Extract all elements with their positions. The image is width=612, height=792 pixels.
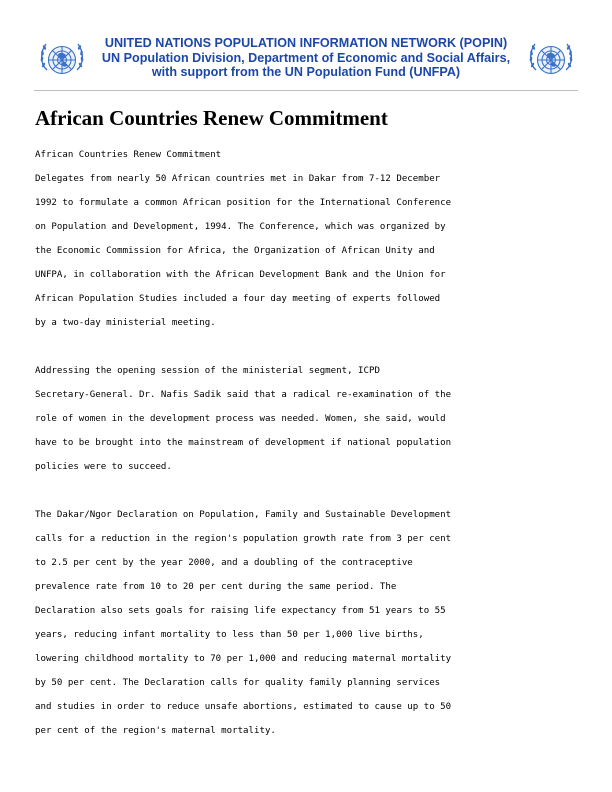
paragraph-line: by a two-day ministerial meeting. bbox=[35, 318, 216, 328]
paragraph-line: have to be brought into the mainstream of development if national population bbox=[35, 438, 452, 448]
un-emblem-icon bbox=[36, 38, 88, 84]
paragraph-line: on Population and Development, 1994. The Conference, which was organized by bbox=[35, 222, 446, 232]
paragraph-line: the Economic Commission for Africa, the Organization of African Unity and bbox=[35, 246, 435, 256]
un-emblem-icon bbox=[525, 38, 577, 84]
paragraph-line: Addressing the opening session of the ministerial segment, ICPD bbox=[35, 366, 380, 376]
paragraph-line: and studies in order to reduce unsafe abortions, estimated to cause up to 50 bbox=[35, 702, 452, 712]
paragraph-line: The Dakar/Ngor Declaration on Population, Family and Sustainable Development bbox=[35, 510, 452, 520]
paragraph-line: Delegates from nearly 50 African countries met in Dakar from 7-12 December bbox=[35, 174, 441, 184]
paragraph-line: calls for a reduction in the region's population growth rate from 3 per cent bbox=[35, 534, 452, 544]
header-line-support: with support from the UN Population Fund (UNFPA) bbox=[151, 65, 461, 79]
article-body bbox=[35, 143, 485, 743]
paragraph-line: prevalence rate from 10 to 20 per cent during the same period. The bbox=[35, 582, 397, 592]
paragraph-2 bbox=[35, 359, 485, 479]
paragraph-line: Secretary-General. Dr. Nafis Sadik said that a radical re-examination of the bbox=[35, 390, 452, 400]
paragraph-line: years, reducing infant mortality to less than 50 per 1,000 live births, bbox=[35, 630, 424, 640]
subtitle-line: African Countries Renew Commitment bbox=[35, 150, 222, 160]
paragraph-line: to 2.5 per cent by the year 2000, and a doubling of the contraceptive bbox=[35, 558, 413, 568]
paragraph-line: by 50 per cent. The Declaration calls for quality family planning services bbox=[35, 678, 441, 688]
header-divider bbox=[34, 90, 578, 91]
paragraph-line: African Population Studies included a four day meeting of experts followed bbox=[35, 294, 441, 304]
header-line-division: UN Population Division, Department of Economic and Social Affairs, bbox=[101, 50, 511, 65]
paragraph-1 bbox=[35, 167, 485, 335]
paragraph-3 bbox=[35, 503, 485, 743]
paragraph-line: 1992 to formulate a common African position for the International Conference bbox=[35, 198, 452, 208]
paragraph-gap bbox=[35, 335, 485, 359]
paragraph-gap bbox=[35, 479, 485, 503]
paragraph-line: per cent of the region's maternal mortality. bbox=[35, 726, 276, 736]
paragraph-line: UNFPA, in collaboration with the African Development Bank and the Union for bbox=[35, 270, 446, 280]
paragraph-line: role of women in the development process was needed. Women, she said, would bbox=[35, 414, 446, 424]
paragraph-line: Declaration also sets goals for raising life expectancy from 51 years to 55 bbox=[35, 606, 446, 616]
page-title: African Countries Renew Commitment bbox=[35, 106, 388, 130]
paragraph-line: policies were to succeed. bbox=[35, 462, 172, 472]
header-line-org: UNITED NATIONS POPULATION INFORMATION NETWORK (POPIN) bbox=[104, 36, 508, 50]
header-text bbox=[94, 36, 518, 80]
article-subtitle bbox=[35, 143, 485, 167]
paragraph-line: lowering childhood mortality to 70 per 1,000 and reducing maternal mortality bbox=[35, 654, 452, 664]
page-header bbox=[0, 34, 612, 90]
